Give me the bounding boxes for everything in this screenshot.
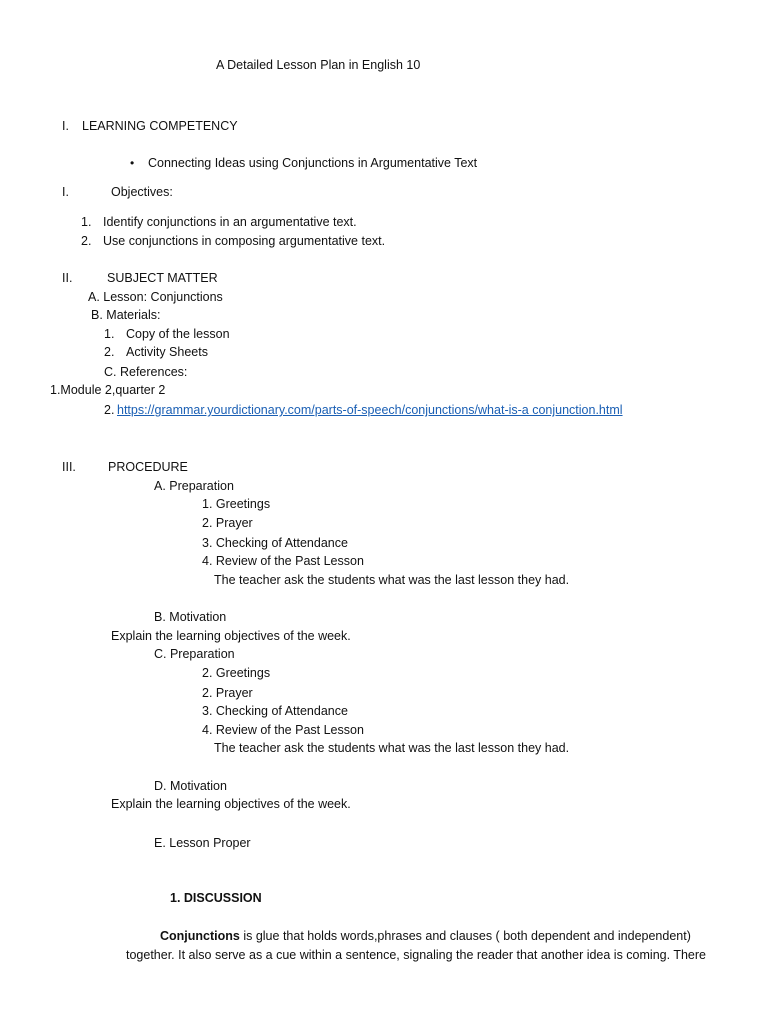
procedure-sub-item: 2. Prayer [202, 516, 253, 530]
document-title: A Detailed Lesson Plan in English 10 [216, 58, 421, 72]
section-heading-learning-competency: LEARNING COMPETENCY [82, 119, 238, 133]
section-heading-subject-matter: SUBJECT MATTER [107, 271, 218, 285]
procedure-step-label: D. Motivation [154, 779, 227, 793]
objective-item: Identify conjunctions in an argumentative text. [103, 215, 357, 229]
procedure-note: Explain the learning objectives of the week. [111, 797, 351, 811]
procedure-sub-item: 2. Prayer [202, 686, 253, 700]
procedure-sub-item: 3. Checking of Attendance [202, 704, 348, 718]
section-numeral: III. [62, 460, 76, 474]
procedure-sub-item: 4. Review of the Past Lesson [202, 723, 364, 737]
procedure-note: The teacher ask the students what was the last lesson they had. [214, 741, 570, 755]
discussion-paragraph-line: together. It also serve as a cue within a sentence, signaling the reader that another idea is coming. There [126, 948, 706, 962]
procedure-sub-item: 2. Greetings [202, 666, 271, 680]
procedure-step-label: B. Motivation [154, 610, 227, 624]
section-heading-procedure: PROCEDURE [108, 460, 188, 474]
section-heading-objectives: Objectives: [111, 185, 173, 199]
discussion-term: Conjunctions [160, 929, 240, 943]
objective-item: Use conjunctions in composing argumentative text. [103, 234, 386, 248]
discussion-text: is glue that holds words,phrases and clauses ( both dependent and independent) [239, 929, 691, 943]
section-numeral: I. [62, 185, 69, 199]
procedure-step-label: C. Preparation [154, 647, 235, 661]
procedure-step-label: A. Preparation [154, 479, 234, 493]
discussion-paragraph-line [160, 928, 691, 944]
material-item: Activity Sheets [126, 345, 208, 359]
discussion-heading: 1. DISCUSSION [170, 891, 262, 905]
procedure-step-label: E. Lesson Proper [154, 836, 251, 850]
competency-bullet-text: Connecting Ideas using Conjunctions in Argumentative Text [148, 156, 478, 170]
list-item-number: 2. [104, 403, 115, 417]
references-label: C. References: [104, 365, 188, 379]
materials-label: B. Materials: [91, 308, 161, 322]
reference-link[interactable]: https://grammar.yourdictionary.com/parts-of-speech/conjunctions/what-is-a conjunction.html [117, 403, 623, 417]
list-item-number: 1. [81, 215, 92, 229]
list-item-number: 1. [104, 327, 115, 341]
section-numeral: I. [62, 119, 69, 133]
lesson-line: A. Lesson: Conjunctions [88, 290, 223, 304]
procedure-note: Explain the learning objectives of the week. [111, 629, 351, 643]
reference-item: 1.Module 2,quarter 2 [50, 383, 166, 397]
procedure-sub-item: 3. Checking of Attendance [202, 536, 348, 550]
list-item-number: 2. [81, 234, 92, 248]
section-numeral: II. [62, 271, 73, 285]
bullet-icon: • [130, 156, 135, 170]
procedure-sub-item: 1. Greetings [202, 497, 271, 511]
procedure-note: The teacher ask the students what was the last lesson they had. [214, 573, 570, 587]
material-item: Copy of the lesson [126, 327, 230, 341]
list-item-number: 2. [104, 345, 115, 359]
procedure-sub-item: 4. Review of the Past Lesson [202, 554, 364, 568]
